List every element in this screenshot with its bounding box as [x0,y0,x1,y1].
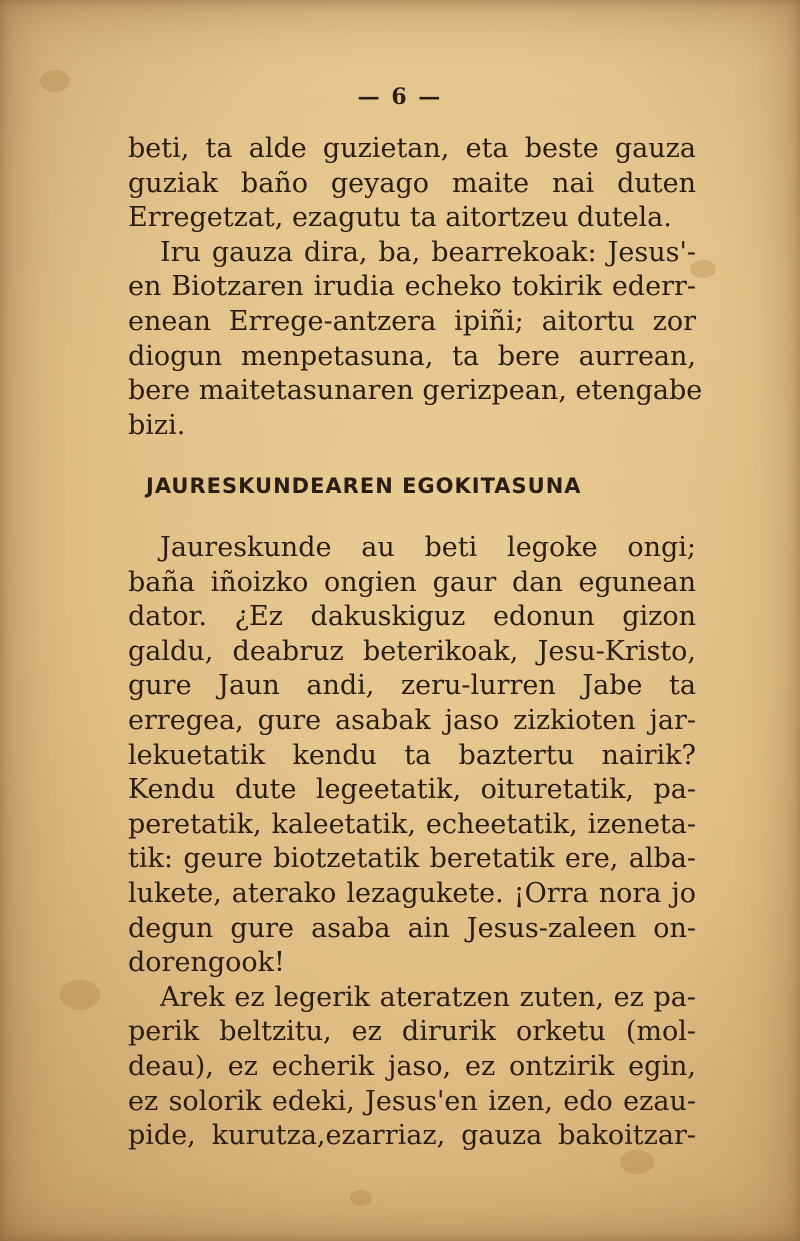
text-line: guziak baño geyago maite nai duten [128,167,696,199]
text-line: lukete, aterako lezagukete. ¡Orra nora jo [128,877,696,909]
text-line: enean Errege-antzera ipiñi; aitortu zor [128,305,696,337]
text-block-bottom [128,531,696,1154]
paragraph [128,236,703,444]
paragraph [128,132,696,236]
text-line: ez solorik edeki, Jesus'en izen, edo ezau- [128,1085,696,1117]
section-heading: JAURESKUNDEAREN EGOKITASUNA [146,474,582,498]
text-line: deau), ez echerik jaso, ez ontzirik egin, [128,1050,696,1082]
text-line: erregea, gure asabak jaso zizkioten jar- [128,704,696,736]
age-spot [60,980,100,1010]
page-number: — 6 — [357,84,443,110]
paragraph [128,981,696,1154]
text-line: diogun menpetasuna, ta bere aurrean, [128,340,696,372]
paragraph [128,531,696,981]
text-line: galdu, deabruz beterikoak, Jesu-Kristo, [128,635,696,667]
text-line: peretatik, kaleetatik, echeetatik, izeneta- [128,808,696,840]
age-spot [350,1190,372,1206]
text-line: pide, kurutza,ezarriaz, gauza bakoitzar- [128,1120,696,1152]
text-line: Arek ez legerik ateratzen zuten, ez pa- [160,981,696,1013]
text-line: gure Jaun andi, zeru-lurren Jabe ta [128,670,696,702]
text-line: baña iñoizko ongien gaur dan egunean [128,566,696,598]
text-line: degun gure asaba ain Jesus-zaleen on- [128,912,696,944]
text-line: Erregetzat, ezagutu ta aitortzeu dutela. [128,202,672,234]
text-line: dator. ¿Ez dakuskiguz edonun gizon [128,601,696,633]
text-line: perik beltzitu, ez dirurik orketu (mol- [128,1016,696,1048]
text-line: Iru gauza dira, ba, bearrekoak: Jesus'- [160,236,696,268]
text-line: lekuetatik kendu ta baztertu nairik? [128,739,696,771]
text-line: en Biotzaren irudia echeko tokirik ederr- [128,271,696,303]
text-line: Jaureskunde au beti legoke ongi; [160,532,696,563]
text-block-top [128,132,703,443]
text-line: dorengook! [128,947,285,979]
text-line: bere maitetasunaren gerizpean, etengabe [128,375,703,407]
text-line: bizi. [128,409,186,441]
text-line: Kendu dute legeetatik, oituretatik, pa- [128,774,696,806]
text-line: tik: geure biotzetatik beretatik ere, alba- [128,843,696,875]
text-line: beti, ta alde guzietan, eta beste gauza [128,133,696,164]
